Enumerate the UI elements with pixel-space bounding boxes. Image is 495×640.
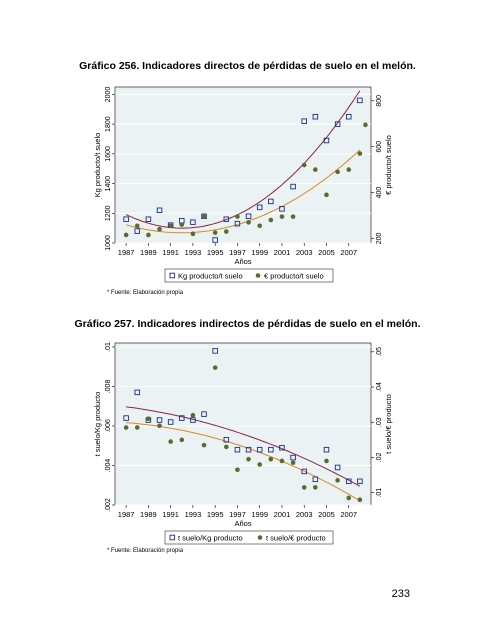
- chart-1-y-tick-label: 1200: [105, 205, 112, 222]
- chart-2-dot-point: [257, 462, 262, 467]
- chart-2-x-tick-label: 1999: [251, 510, 269, 519]
- chart-1-y2-tick-label: 400: [376, 186, 383, 199]
- chart-1-x-tick-label: 2005: [318, 248, 335, 257]
- chart-2-x-tick-label: 2005: [318, 510, 335, 519]
- chart-1-y-tick-label: 2000: [105, 86, 112, 103]
- chart-2-dot-point: [146, 416, 151, 421]
- chart-1-legend-label-2: € producto/t suelo: [264, 271, 324, 281]
- chart-2-legend-dot-marker: [258, 535, 263, 540]
- chart-1-x-tick-label: 2007: [340, 248, 358, 257]
- chart-2-y-tick-label: .002: [105, 498, 112, 512]
- chart-2-dot-point: [124, 425, 129, 430]
- chart-2-y-tick-label: .004: [105, 458, 112, 473]
- chart-2-x-tick-label: 1989: [140, 510, 157, 519]
- chart-1-x-tick-label: 2003: [295, 248, 313, 257]
- chart-2-dot-point: [191, 413, 196, 418]
- chart-1-x-tick-label: 1997: [229, 248, 246, 257]
- chart-2-y-axis-label: t suelo/Kg producto: [93, 391, 102, 457]
- chart-2-x-axis-label: Años: [234, 519, 252, 528]
- chart-2-dot-point: [168, 439, 173, 444]
- chart-2-dot-point: [246, 457, 251, 462]
- chart-2-legend-label-1: t suelo/Kg producto: [178, 533, 243, 543]
- chart-2-x-tick-label: 1987: [117, 510, 135, 519]
- chart-2-x-tick-label: 1991: [162, 510, 179, 519]
- chart-2-y2-tick-label: .04: [376, 382, 383, 392]
- chart-2-dot-point: [157, 423, 162, 428]
- chart-2-dot-point: [346, 496, 351, 501]
- chart-2-dot-point: [358, 497, 363, 502]
- chart-2-dot-point: [202, 443, 207, 448]
- chart-2-dot-point: [302, 485, 307, 490]
- chart-1-title: Gráfico 256. Indicadores directos de pérdidas de suelo en el melón.: [79, 60, 416, 72]
- chart-1-x-tick-label: 1995: [206, 248, 224, 257]
- chart-2-dot-point: [280, 459, 285, 464]
- chart-2-y-tick-label: .006: [105, 419, 112, 433]
- chart-2-dot-point: [179, 438, 184, 443]
- chart-1-y2-tick-label: 200: [376, 232, 383, 245]
- chart-2-y-tick-label: .008: [105, 379, 112, 394]
- chart-2-y2-tick-label: .03: [376, 417, 383, 428]
- chart-1-y-axis-label: Kg producto/t suelo: [93, 132, 102, 198]
- chart-1-source-note: * Fuente: Elaboración propia: [107, 290, 184, 296]
- chart-2-dot-point: [213, 365, 218, 370]
- chart-1-x-tick-label: 1991: [162, 248, 179, 257]
- chart-1-x-tick-label: 1993: [184, 248, 202, 257]
- chart-1-y2-axis-label: € producto/t suelo: [384, 135, 393, 195]
- chart-1-x-axis-label: Años: [234, 257, 252, 266]
- chart-2-source-note: * Fuente: Elaboración propia: [107, 548, 184, 554]
- chart-1-y-tick-label: 1000: [105, 235, 112, 251]
- chart-2-plot-area: [115, 343, 371, 505]
- chart-2-dot-point: [224, 445, 229, 450]
- chart-1-y2-tick-label: 600: [376, 140, 383, 153]
- chart-2-y2-axis-label: t suelo/€ producto: [384, 394, 393, 454]
- chart-2-dot-point: [269, 457, 274, 462]
- chart-1-x-tick-label: 1989: [140, 248, 157, 257]
- chart-2-x-tick-label: 2003: [295, 510, 313, 519]
- chart-2-y2-tick-label: .05: [376, 346, 383, 357]
- chart-2-title: Gráfico 257. Indicadores indirectos de pérdidas de suelo en el melón.: [74, 318, 421, 330]
- chart-1-y-tick-label: 1600: [105, 146, 112, 162]
- chart-2-x-tick-label: 2007: [340, 510, 358, 519]
- chart-2-dot-point: [313, 485, 318, 490]
- chart-2-x-tick-label: 2001: [273, 510, 291, 519]
- chart-2-y-tick-label: .01: [105, 342, 112, 352]
- chart-1-x-tick-label: 1987: [117, 248, 135, 257]
- chart-2-dot-point: [335, 478, 340, 483]
- chart-1-x-tick-label: 2001: [273, 248, 291, 257]
- chart-2-dot-point: [135, 425, 140, 430]
- chart-2-legend-label-2: t suelo/€ producto: [266, 533, 326, 543]
- chart-2-dot-point: [291, 460, 296, 465]
- chart-1-y-tick-label: 1800: [105, 116, 112, 132]
- chart-1-y-tick-label: 1400: [105, 175, 112, 192]
- chart-2-x-tick-label: 1995: [206, 510, 224, 519]
- chart-1-x-tick-label: 1999: [251, 248, 269, 257]
- chart-1-y2-tick-label: 800: [376, 94, 383, 107]
- page-number: 233: [391, 588, 410, 600]
- chart-1-legend-label-1: Kg producto/t suelo: [178, 271, 243, 281]
- chart-2-y2-tick-label: .01: [376, 487, 383, 498]
- chart-2-y2-tick-label: .02: [376, 452, 383, 463]
- chart-2-x-tick-label: 1993: [184, 510, 202, 519]
- chart-2-dot-point: [324, 459, 329, 464]
- chart-2-dot-point: [235, 467, 240, 472]
- chart-2-x-tick-label: 1997: [229, 510, 246, 519]
